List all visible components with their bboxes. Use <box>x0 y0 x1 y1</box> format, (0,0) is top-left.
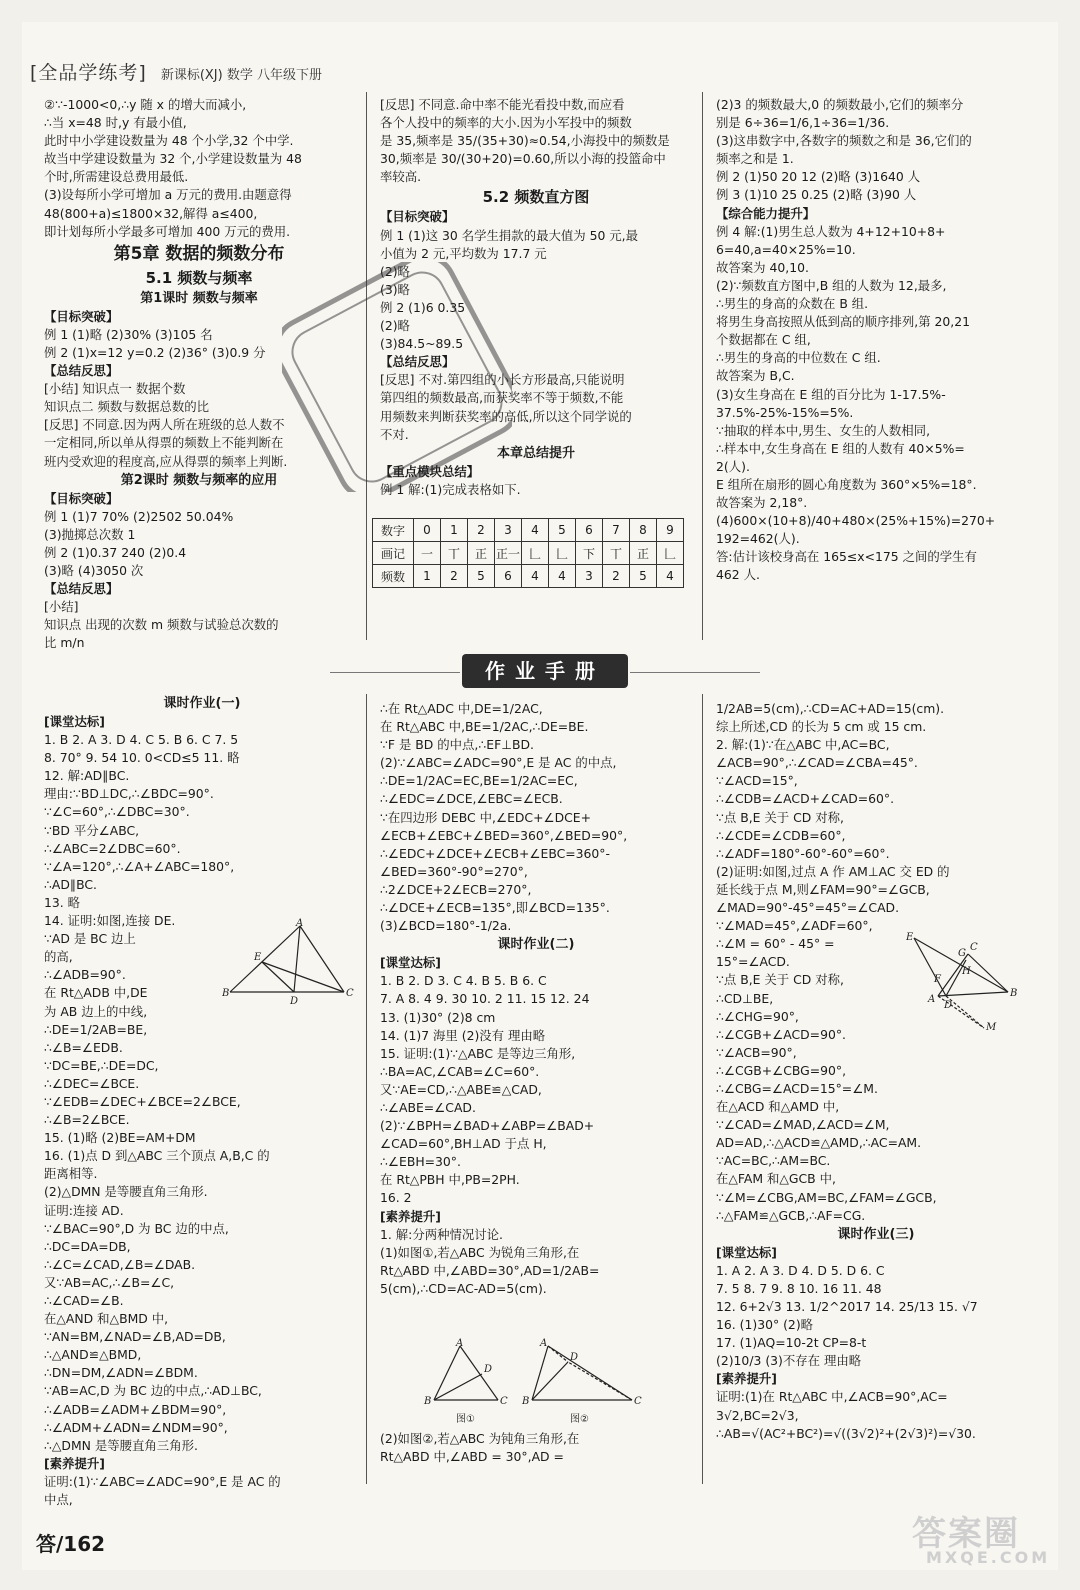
text-line: 例 1 解:(1)完成表格如下. <box>380 481 521 497</box>
text-line: ∴∠ADB=∠ADM+∠BDM=90°, <box>44 1401 227 1417</box>
text-line: 此时中小学建设数量为 48 个小学,32 个中学. <box>44 133 294 149</box>
text-line: 7. A 8. 4 9. 30 10. 2 11. 15 12. 24 <box>380 991 590 1007</box>
text-line: (2)∵∠BPH=∠BAD+∠ABP=∠BAD+ <box>380 1118 595 1134</box>
table-cell: 3 <box>495 519 522 542</box>
text-line: ∵∠ACB=90°, <box>716 1044 797 1060</box>
text-line: ∵AB=AC,D 为 BC 边的中点,∴AD⊥BC, <box>44 1383 262 1399</box>
text-line: ∴DN=DM,∠ADN=∠BDM. <box>44 1365 198 1381</box>
text-line: ∴∠ADB=90°. <box>44 967 126 983</box>
text-line: 8. 70° 9. 54 10. 0<CD≤5 11. 略 <box>44 750 240 766</box>
text-line: ∠CAD=60°,BH⊥AD 于点 H, <box>380 1136 547 1152</box>
text-line: ∴2∠DCE+2∠ECB=270°, <box>380 881 532 897</box>
text-line: 延长线于点 M,则∠FAM=90°=∠GCB, <box>716 881 930 897</box>
text-line: (2)△DMN 是等腰直角三角形. <box>44 1184 208 1200</box>
table-cell: 4 <box>522 519 549 542</box>
text-line: 在 Rt△ABC 中,BE=1/2AC,∴DE=BE. <box>380 719 589 735</box>
table-cell: 𠃊 <box>657 542 684 565</box>
text-line: ∴∠CHG=90°, <box>716 1008 799 1024</box>
table-cell: 正一 <box>495 542 522 565</box>
text-line: 频率之和是 1. <box>716 151 794 167</box>
text-line: ∴△FAM≌△GCB,∴AF=CG. <box>716 1207 866 1223</box>
fig1-label: D <box>290 996 299 1007</box>
text-line: ∵∠ACD=15°, <box>716 773 798 789</box>
text-line: ∴∠EBH=30°. <box>380 1154 461 1170</box>
fig2-label: D <box>570 1352 579 1363</box>
table-cell: 3 <box>576 565 603 588</box>
text-line: ∵∠EDB=∠DEC+∠BCE=2∠BCE, <box>44 1093 241 1109</box>
text-line: 理由:∵BD⊥DC,∴∠BDC=90°. <box>44 786 214 802</box>
section-heading: 5.2 频数直方图 <box>482 188 590 207</box>
text-line: ∠ECB+∠EBC+∠BED=360°,∠BED=90°, <box>380 827 628 843</box>
bottom-column-2 <box>380 700 692 1298</box>
column-divider <box>702 694 703 1484</box>
text-line: [素养提升] <box>44 1455 105 1471</box>
text-line: 15. 证明:(1)∵△ABC 是等边三角形, <box>380 1045 576 1061</box>
text-line: ∴DC=DA=DB, <box>44 1238 131 1254</box>
text-line: 例 2 (1)0.37 240 (2)0.4 <box>44 544 187 560</box>
text-line: ∵AD 是 BC 边上 <box>44 931 136 947</box>
text-line: 例 2 (1)x=12 y=0.2 (2)36° (3)0.9 分 <box>44 344 266 360</box>
text-line: 5(cm),∴CD=AC-AD=5(cm). <box>380 1280 547 1296</box>
text-line: 比 m/n <box>44 635 85 651</box>
text-line: 综上所述,CD 的长为 5 cm 或 15 cm. <box>716 719 927 735</box>
text-line: ∴∠CGB+∠ACD=90°. <box>716 1026 846 1042</box>
text-line: ∴∠M = 60° - 45° = <box>716 936 835 952</box>
text-line: 6=40,a=40×25%=10. <box>716 241 856 257</box>
watermark-logo: 答案圈 <box>912 1514 1020 1554</box>
text-line: 【综合能力提升】 <box>716 205 816 221</box>
text-line: ∴当 x=48 时,y 有最小值, <box>44 115 187 131</box>
text-line: ∴∠EDC=∠DCE,∠EBC=∠ECB. <box>380 791 563 807</box>
text-line: ∴∠DEC=∠BCE. <box>44 1075 140 1091</box>
text-line: 个数据都在 C 组, <box>716 332 811 348</box>
fig2-label: A <box>540 1338 548 1349</box>
table-cell: 5 <box>549 519 576 542</box>
column-divider <box>702 92 703 640</box>
text-line: ∵DC=BE,∴DE=DC, <box>44 1057 159 1073</box>
text-line: 是 35,频率是 35/(35+30)≈0.54,小海投中的频数是 <box>380 133 670 149</box>
text-line: ∴在 Rt△ADC 中,DE=1/2AC, <box>380 701 543 716</box>
fig3-label: D <box>944 1000 953 1011</box>
fig3-label: B <box>1010 988 1018 999</box>
text-line: (2)证明:如图,过点 A 作 AM⊥AC 交 ED 的 <box>716 863 950 879</box>
fig3-label: H <box>962 966 971 977</box>
text-line: ∴∠CBG=∠ACD=15°=∠M. <box>716 1080 878 1096</box>
table-cell: 正 <box>468 542 495 565</box>
text-line: [素养提升] <box>380 1208 441 1224</box>
text-line: 12. 解:AD∥BC. <box>44 768 130 784</box>
text-line: 证明:(1)∵∠ABC=∠ADC=90°,E 是 AC 的 <box>44 1473 281 1489</box>
text-line: ∴DE=1/2AB=BE, <box>44 1021 148 1037</box>
text-line: (2)∵∠ABC=∠ADC=90°,E 是 AC 的中点, <box>380 755 617 771</box>
text-line: (3)∠BCD=180°-1/2a. <box>380 918 512 934</box>
bottom-column-2-tail <box>380 1430 692 1466</box>
text-line: 又∵AB=AC,∴∠B=∠C, <box>44 1274 175 1290</box>
text-line: (2)略 <box>380 263 410 279</box>
text-line: (3)这串数字中,各数字的频数之和是 36,它们的 <box>716 133 972 149</box>
text-line: 各个人投中的频率的大小.因为小军投中的频数 <box>380 115 632 131</box>
text-line: Rt△ABD 中,∠ABD=30°,AD=1/2AB= <box>380 1262 600 1278</box>
table-cell: 一 <box>414 542 441 565</box>
text-line: 用频数来判断获奖率的高低,所以这个同学说的 <box>380 408 632 424</box>
text-line: ∴∠C=∠CAD,∠B=∠DAB. <box>44 1256 196 1272</box>
fig2-label: C <box>634 1396 642 1407</box>
text-line: 13. 略 <box>44 894 81 910</box>
table-cell: 5 <box>468 565 495 588</box>
text-line: 例 4 解:(1)男生总人数为 4+12+10+8+ <box>716 223 946 239</box>
banner-rule-right <box>630 672 760 673</box>
text-line: ∴∠ADF=180°-60°-60°=60°. <box>716 845 890 861</box>
text-line: ∵在四边形 DEBC 中,∠EDC+∠DCE+ <box>380 809 591 825</box>
text-line: ∴∠ADM+∠ADN=∠NDM=90°, <box>44 1419 228 1435</box>
column-divider <box>366 694 367 1484</box>
text-line: ∴∠CGB+∠CBG=90°, <box>716 1062 847 1078</box>
text-line: 在△AND 和△BMD 中, <box>44 1311 169 1327</box>
section-banner: 作业手册 <box>462 654 628 688</box>
text-line: 为 AB 边上的中线, <box>44 1003 148 1019</box>
fig1-label: B <box>222 988 230 999</box>
fig2-caption: 图② <box>570 1414 589 1425</box>
table-cell: 下 <box>576 542 603 565</box>
book-subtitle: 新课标(XJ) 数学 八年级下册 <box>160 68 322 83</box>
text-line: 15°=∠ACD. <box>716 954 790 970</box>
triangle-figure-3 <box>906 930 1036 1030</box>
text-line: 又∵AE=CD,∴△ABE≌△CAD, <box>380 1081 542 1097</box>
text-line: 1. 解:分两种情况讨论. <box>380 1226 503 1242</box>
text-line: ∴DE=1/2AC=EC,BE=1/2AC=EC, <box>380 773 578 789</box>
text-line: 的高, <box>44 949 73 965</box>
table-cell: 0 <box>414 519 441 542</box>
text-line: 个时,所需建设总费用最低. <box>44 169 189 185</box>
section-heading: 第1课时 频数与频率 <box>140 290 258 306</box>
text-line: 即计划每所小学最多可增加 400 万元的费用. <box>44 223 291 239</box>
table-cell: 7 <box>603 519 630 542</box>
text-line: 37.5%-25%-15%=5%. <box>716 404 854 420</box>
text-line: 30,频率是 30/(30+20)=0.60,所以小海的投篮命中 <box>380 151 666 167</box>
text-line: ∵∠M=∠CBG,AM=BC,∠FAM=∠GCB, <box>716 1189 937 1205</box>
text-line: [反思] 不同意.命中率不能光看投中数,而应看 <box>380 97 625 112</box>
table-cell: 2 <box>468 519 495 542</box>
text-line: 13. (1)30° (2)8 cm <box>380 1009 496 1025</box>
text-line: 14. 证明:如图,连接 DE. <box>44 913 176 929</box>
text-line: ∵抽取的样本中,男生、女生的人数相同, <box>716 422 931 438</box>
text-line: 知识点二 频数与数据总数的比 <box>44 399 210 415</box>
fig1-label: E <box>254 952 262 963</box>
text-line: ∵∠MAD=45°,∠ADF=60°, <box>716 918 873 934</box>
text-line: (2)略 <box>380 318 410 334</box>
text-line: 不对. <box>380 426 409 442</box>
text-line: (2)10/3 (3)不存在 理由略 <box>716 1353 862 1369</box>
text-line: ∴∠CAD=∠B. <box>44 1293 124 1308</box>
section-heading: 课时作业(二) <box>497 937 575 953</box>
text-line: 在 Rt△ADB 中,DE <box>44 985 148 1001</box>
text-line: (3)84.5~89.5 <box>380 336 464 352</box>
text-line: [反思] 不同意.因为两人所在班级的总人数不 <box>44 417 285 433</box>
text-line: 例 1 (1)7 70% (2)2502 50.04% <box>44 508 234 524</box>
text-line: ∴男生的身高的中位数在 C 组. <box>716 350 881 366</box>
text-line: [素养提升] <box>716 1371 777 1387</box>
text-line: ∵AN=BM,∠NAD=∠B,AD=DB, <box>44 1329 226 1345</box>
section-heading: 第5章 数据的频数分布 <box>113 243 285 264</box>
text-line: 16. 2 <box>380 1190 412 1206</box>
section-heading: 5.1 频数与频率 <box>145 268 253 287</box>
text-line: 48(800+a)≤1800×32,解得 a≤400, <box>44 205 258 221</box>
text-line: ②∵-1000<0,∴y 随 x 的增大而减小, <box>44 97 247 112</box>
text-line: ∴∠B=∠EDB. <box>44 1039 123 1055</box>
text-line: 一定相同,所以单从得票的频数上不能判断在 <box>44 435 284 451</box>
text-line: 【目标突破】 <box>44 490 119 506</box>
text-line: ∵∠BAC=90°,D 为 BC 边的中点, <box>44 1220 229 1236</box>
text-line: 例 1 (1)略 (2)30% (3)105 名 <box>44 326 213 342</box>
table-cell: 正 <box>630 542 657 565</box>
fig2-label: C <box>500 1396 508 1407</box>
text-line: 462 人. <box>716 567 760 583</box>
table-cell: 4 <box>549 565 576 588</box>
text-line: 2. 解:(1)∵在△ABC 中,AC=BC, <box>716 737 890 753</box>
page-number: 答/162 <box>36 1532 106 1556</box>
text-line: ∴AD∥BC. <box>44 876 97 892</box>
text-line: [课堂达标] <box>380 955 441 971</box>
table-cell: 6 <box>495 565 522 588</box>
text-line: 将男生身高按照从低到高的顺序排列,第 20,21 <box>716 314 970 330</box>
text-line: ∵AC=BC,∴AM=BC. <box>716 1153 831 1169</box>
triangle-figure-1 <box>222 918 356 1008</box>
text-line: ∵F 是 BD 的中点,∴EF⊥BD. <box>380 737 534 753</box>
text-line: 1. B 2. A 3. D 4. C 5. B 6. C 7. 5 <box>44 732 239 748</box>
text-line: 1. A 2. A 3. D 4. D 5. D 6. C <box>716 1262 885 1278</box>
text-line: 故当中学建设数量为 32 个,小学建设数量为 48 <box>44 151 302 167</box>
text-line: ∠ACB=90°,∴∠CAD=∠CBA=45°. <box>716 755 918 771</box>
text-line: ∴∠ABE=∠CAD. <box>380 1099 476 1115</box>
text-line: 16. (1)30° (2)略 <box>716 1317 814 1333</box>
text-line: ∴△AND≌△BMD, <box>44 1347 142 1363</box>
table-cell: 𠃊 <box>549 542 576 565</box>
table-row <box>373 565 684 588</box>
fig3-label: A <box>928 994 936 1005</box>
fig1-label: A <box>296 918 304 929</box>
table-cell: 8 <box>630 519 657 542</box>
text-line: 14. (1)7 海里 (2)没有 理由略 <box>380 1027 546 1043</box>
text-line: 2(人). <box>716 458 750 474</box>
text-line: 3√2,BC=2√3, <box>716 1407 799 1423</box>
text-line: (3)略 <box>380 281 410 297</box>
text-line: ∴△DMN 是等腰直角三角形. <box>44 1437 198 1453</box>
table-cell: 9 <box>657 519 684 542</box>
fig3-label: E <box>906 932 914 943</box>
table-cell: 频数 <box>373 565 414 588</box>
fig3-label: G <box>958 948 966 959</box>
text-line: [课堂达标] <box>44 714 105 729</box>
text-line: ∴∠CDB=∠ACD+∠CAD=60°. <box>716 791 895 807</box>
text-line: 距离相等. <box>44 1166 98 1182</box>
table-cell: 1 <box>441 519 468 542</box>
text-line: (3)设每所小学可增加 a 万元的费用.由题意得 <box>44 187 292 203</box>
text-line: ∵∠A=120°,∴∠A+∠ABC=180°, <box>44 858 235 874</box>
text-line: ∵点 B,E 关于 CD 对称, <box>716 972 844 988</box>
text-line: 【总结反思】 <box>380 354 455 370</box>
table-row <box>373 542 684 565</box>
text-line: ∴AB=√(AC²+BC²)=√((3√2)²+(2√3)²)=√30. <box>716 1425 976 1441</box>
table-cell: 丅 <box>441 542 468 565</box>
text-line: 在△ACD 和△AMD 中, <box>716 1099 840 1115</box>
table-cell: 2 <box>441 565 468 588</box>
table-cell: 丅 <box>603 542 630 565</box>
text-line: 班内受欢迎的程度高,应从得票的频率上判断. <box>44 453 288 469</box>
fig2-label: A <box>456 1338 464 1349</box>
brand-title: [全品学练考] <box>30 62 147 84</box>
text-line: 12. 6+2√3 13. 1/2^2017 14. 25/13 15. √7 <box>716 1299 978 1314</box>
text-line: 在 Rt△PBH 中,PB=2PH. <box>380 1172 520 1188</box>
table-cell: 画记 <box>373 542 414 565</box>
text-line: 【目标突破】 <box>380 209 455 225</box>
text-line: 【总结反思】 <box>44 363 119 379</box>
text-line: (4)600×(10+8)/40+480×(25%+15%)=270+ <box>716 513 996 529</box>
text-line: 7. 5 8. 7 9. 8 10. 16 11. 48 <box>716 1280 882 1296</box>
triangle-figures-2 <box>420 1338 670 1426</box>
text-line: ∴CD⊥BE, <box>716 990 774 1006</box>
text-line: 15. (1)略 (2)BE=AM+DM <box>44 1130 196 1146</box>
text-line: (3)抛掷总次数 1 <box>44 526 136 542</box>
watermark-url: MXQE.COM <box>926 1548 1051 1567</box>
table-cell: 1 <box>414 565 441 588</box>
table-cell: 5 <box>630 565 657 588</box>
text-line: 证明:连接 AD. <box>44 1202 124 1218</box>
table-cell: 2 <box>603 565 630 588</box>
text-line: 1. B 2. D 3. C 4. B 5. B 6. C <box>380 973 547 989</box>
text-line: ∵点 B,E 关于 CD 对称, <box>716 809 844 825</box>
table-row <box>373 519 684 542</box>
text-line: 第四组的频数最高,而获奖率不等于频数,不能 <box>380 390 624 406</box>
text-line: ∵∠CAD=∠MAD,∠ACD=∠M, <box>716 1117 890 1133</box>
text-line: (1)如图①,若△ABC 为锐角三角形,在 <box>380 1244 580 1260</box>
section-heading: 本章总结提升 <box>496 445 575 461</box>
bottom-column-3 <box>716 700 1036 1443</box>
text-line: (3)女生身高在 E 组的百分比为 1-17.5%- <box>716 386 946 402</box>
bottom-column-1 <box>44 694 360 1509</box>
text-line: 【总结反思】 <box>44 581 119 597</box>
text-line: ∴∠DCE+∠ECB=135°,即∠BCD=135°. <box>380 900 610 916</box>
text-line: 在△FAM 和△GCB 中, <box>716 1171 836 1187</box>
text-line: ∠BED=360°-90°=270°, <box>380 863 528 879</box>
text-line: ∴∠EDC+∠DCE+∠ECB+∠EBC=360°- <box>380 845 610 861</box>
text-line: 证明:(1)在 Rt△ABC 中,∠ACB=90°,AC= <box>716 1389 948 1405</box>
text-line: 小值为 2 元,平均数为 17.7 元 <box>380 245 547 261</box>
fig1-label: C <box>346 988 354 999</box>
fig2-label: D <box>484 1364 493 1375</box>
section-heading: 第2课时 频数与频率的应用 <box>120 472 278 488</box>
page-header <box>30 58 322 88</box>
text-line: ∴BA=AC,∠CAB=∠C=60°. <box>380 1063 540 1079</box>
frequency-table <box>372 518 684 588</box>
top-column-3 <box>716 96 1036 585</box>
text-line: (2)3 的频数最大,0 的频数最小,它们的频率分 <box>716 97 964 112</box>
text-line: ∵∠C=60°,∴∠DBC=30°. <box>44 804 190 820</box>
text-line: 【目标突破】 <box>44 308 119 324</box>
fig3-label: M <box>986 1022 997 1030</box>
text-line: 例 2 (1)6 0.35 <box>380 299 466 315</box>
text-line: 16. (1)点 D 到△ABC 三个顶点 A,B,C 的 <box>44 1148 270 1164</box>
table-cell: 4 <box>522 565 549 588</box>
text-line: 故答案为 2,18°. <box>716 495 808 511</box>
text-line: [课堂达标] <box>716 1244 777 1260</box>
text-line: ∵BD 平分∠ABC, <box>44 822 140 838</box>
text-line: (3)略 (4)3050 次 <box>44 562 144 578</box>
fig3-label: F <box>934 974 941 985</box>
text-line: (2)∵频数直方图中,B 组的人数为 12,最多, <box>716 277 947 293</box>
text-line: 知识点 出现的次数 m 频数与试验总次数的 <box>44 617 279 633</box>
table-cell: 4 <box>657 565 684 588</box>
text-line: E 组所在扇形的圆心角度数为 360°×5%=18°. <box>716 476 977 492</box>
section-heading: 课时作业(一) <box>163 696 241 711</box>
text-line: ∴∠ABC=2∠DBC=60°. <box>44 840 181 856</box>
fig3-label: C <box>970 942 978 953</box>
text-line: 中点, <box>44 1492 73 1508</box>
text-line: 率较高. <box>380 169 422 185</box>
text-line: 例 1 (1)这 30 名学生捐款的最大值为 50 元,最 <box>380 227 639 243</box>
section-heading: 课时作业(三) <box>837 1226 915 1242</box>
text-line: 1/2AB=5(cm),∴CD=AC+AD=15(cm). <box>716 701 945 716</box>
banner-rule-left <box>330 672 460 673</box>
text-line: 【重点模块总结】 <box>380 463 480 479</box>
fig2-label: B <box>522 1396 530 1407</box>
text-line: ∴∠B=2∠BCE. <box>44 1112 130 1128</box>
text-line: 答:估计该校身高在 165≤x<175 之间的学生有 <box>716 549 977 565</box>
table-cell: 数字 <box>373 519 414 542</box>
text-line: AD=AD,∴△ACD≌△AMD,∴AC=AM. <box>716 1135 922 1151</box>
text-line: 别是 6÷36=1/6,1÷36=1/36. <box>716 115 890 131</box>
text-line: 故答案为 B,C. <box>716 368 795 384</box>
text-line: (2)如图②,若△ABC 为钝角三角形,在 <box>380 1431 580 1446</box>
table-cell: 𠃊 <box>522 542 549 565</box>
text-line: 17. (1)AQ=10-2t CP=8-t <box>716 1335 867 1351</box>
text-line: Rt△ABD 中,∠ABD = 30°,AD = <box>380 1449 564 1465</box>
text-line: ∠MAD=90°-45°=45°=∠CAD. <box>716 900 900 916</box>
text-line: 192=462(人). <box>716 531 800 547</box>
text-line: ∴男生的身高的众数在 B 组. <box>716 296 869 312</box>
table-cell: 6 <box>576 519 603 542</box>
text-line: ∴样本中,女生身高在 E 组的人数有 40×5%= <box>716 440 965 456</box>
text-line: 例 3 (1)10 25 0.25 (2)略 (3)90 人 <box>716 187 917 203</box>
text-line: ∴∠CDE=∠CDB=60°, <box>716 827 846 843</box>
stamp-seal-icon <box>282 262 512 492</box>
text-line: 故答案为 40,10. <box>716 259 809 275</box>
text-line: 例 2 (1)50 20 12 (2)略 (3)1640 人 <box>716 169 921 185</box>
text-line: [小结] 知识点一 数据个数 <box>44 381 186 397</box>
fig2-caption: 图① <box>456 1414 475 1425</box>
text-line: [反思] 不对.第四组的小长方形最高,只能说明 <box>380 372 625 388</box>
text-line: [小结] <box>44 599 79 615</box>
fig2-label: B <box>424 1396 432 1407</box>
